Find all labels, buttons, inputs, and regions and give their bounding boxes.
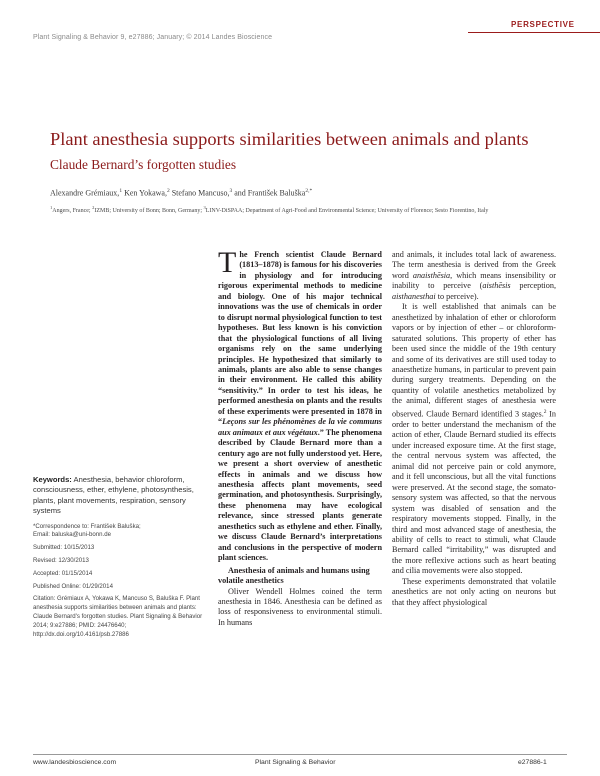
author-affiliation-mark: 1 xyxy=(119,188,123,194)
paragraph-text: to perceive). xyxy=(435,291,479,301)
accepted-date: Accepted: 01/15/2014 xyxy=(33,569,93,577)
abstract xyxy=(218,246,382,564)
affiliation-text: IZMB; University of Bonn; Bonn, Germany; xyxy=(94,208,204,214)
body-column-2 xyxy=(392,250,556,608)
abstract-text: .” The phenomena described by Claude Bernard more than a century ago are not fully understood yet. Here, we present a short overview of anesthetic effects in animals and we discuss how anesthesia affects plant movements, seed germination, and photosynthesis. Surprisingly, these phenomena may have ecological relevance, since stressed plants generate anesthetics such as ethylene and ether. Finally, we discuss Claude Bernard’s interpretations and conclusions in the perspective of modern plant sciences. xyxy=(218,427,382,563)
keywords xyxy=(33,475,211,517)
author-name: Ken Yokawa, xyxy=(122,188,167,198)
author-affiliation-mark: 2,* xyxy=(305,188,313,194)
section-label: PERSPECTIVE xyxy=(511,20,575,29)
affiliation-text: LINV-DiSPAA; Department of Agri-Food and Environmental Science; University of Florence; Sesto Fiorentino, Italy xyxy=(205,208,489,214)
author-name: Alexandre Grémiaux, xyxy=(50,188,120,198)
submitted-date: Submitted: 10/15/2013 xyxy=(33,544,95,552)
article-subtitle: Claude Bernard’s forgotten studies xyxy=(50,157,237,172)
body-paragraph: Oliver Wendell Holmes coined the term anesthesia in 1846. Anesthesia can be defined as loss of responsiveness to environmental stimuli. In humans xyxy=(218,586,382,627)
revised-date: Revised: 12/30/2013 xyxy=(33,557,89,565)
paragraph-text: and animals, it includes total lack of awareness. The term anesthesia is derived from the Greek word xyxy=(392,250,556,280)
keywords-text: Anesthesia, behavior chloroform, consciousness, ether, ethylene, photosynthesis, plants, plant movements, respiration, sensory systems xyxy=(33,475,194,516)
book-title: Leçons sur les phénomènes de la vie communs aux animaux et aux végétaux xyxy=(218,417,382,437)
section-rule xyxy=(468,32,600,33)
paragraph-text: perception, xyxy=(510,281,556,291)
greek-term: aisthēsis xyxy=(482,281,511,291)
body-column-1 xyxy=(218,246,382,628)
reference-mark: 2 xyxy=(543,408,547,415)
affiliation-number: 2 xyxy=(92,205,95,210)
greek-term: anaisthēsia xyxy=(412,270,451,280)
author-affiliation-mark: 3 xyxy=(229,188,233,194)
email-line: Email: baluska@uni-bonn.de xyxy=(33,531,112,539)
author-name: Stefano Mancuso, xyxy=(169,188,230,198)
author-affiliation-mark: 2 xyxy=(166,188,170,194)
affiliation-number: 3 xyxy=(203,205,206,210)
author-list xyxy=(50,186,590,199)
footer-website: www.landesbioscience.com xyxy=(33,759,117,766)
section-heading: Anesthesia of animals and humans using volatile anesthetics xyxy=(218,565,370,586)
author-name: and František Baluška xyxy=(232,188,306,198)
correspondence-line: *Correspondence to: František Baluška; xyxy=(33,522,141,530)
affiliation-text: Angers, France; xyxy=(52,208,93,214)
affiliation-list xyxy=(50,203,560,217)
body-paragraph: These experiments demonstrated that volatile anesthetics are not only acting on neurons but that they affect physiological xyxy=(392,576,556,607)
body-paragraph xyxy=(392,302,556,577)
body-paragraph xyxy=(392,250,556,302)
greek-term: aisthanesthai xyxy=(392,291,436,301)
drop-cap: T xyxy=(218,246,237,279)
footer-page-number: e27886-1 xyxy=(518,759,547,766)
footer-rule xyxy=(33,754,567,755)
published-date: Published Online: 01/29/2014 xyxy=(33,582,113,590)
journal-citation-line: Plant Signaling & Behavior 9, e27886; January; © 2014 Landes Bioscience xyxy=(33,34,273,41)
article-info-sidebar xyxy=(33,475,211,639)
article-title: Plant anesthesia supports similarities between animals and plants xyxy=(50,129,529,149)
affiliation-number: 1 xyxy=(50,205,53,210)
paragraph-text: , which means insensibility or inability to perceive ( xyxy=(392,270,557,291)
keywords-label: Keywords: xyxy=(33,475,72,484)
paragraph-text: In order to better understand the mechanism of the action of ether, Claude Bernard studied its effects under increased exposure time. At the first stage, the central nervous system was affected, the animal did not perceive pain or cold anymore, and it fell unconscious, but all the vital functions were preserved. At the second stage, the somato-sensory system was affected, so that the nervous system was disabled of sensation and the respiratory movements stopped. Finally, in the third and most advanced stage of anesthesia, the ability of cells to react to stimuli, what Claude Bernard called “irritability,” was disrupted and the more reflexive actions such as heart beating and cilia movements were also stopped. xyxy=(392,409,556,576)
footer-journal-name: Plant Signaling & Behavior xyxy=(255,759,336,766)
citation-text: Citation: Grémiaux A, Yokawa K, Mancuso S, Baluška F. Plant anesthesia supports similarities between animals and plants: Claude Bernard's forgotten studies. Plant Signaling & Behavior 2014; 9:e27886; PMID: 24476640; http://dx.doi.org/10.4161/psb.27886 xyxy=(33,595,203,638)
abstract-text: he French scientist Claude Bernard (1813–1878) is famous for his discoveries in physiology and for introducing rigorous experimental methods to medicine and biology. One of his major technical innovations was the use of chemicals in order to disrupt normal physiological function to test hypotheses. But less known is his conviction that the physiological functions of all living organisms rely on the same underlying principles. He hypothesized that similarly to animals, plants are also able to sense changes in their environment. He called this ability “sensitivity.” In order to test his ideas, he performed anesthesia on plants and the results of these experiments were presented in 1878 in “ xyxy=(218,250,382,427)
paragraph-text: It is well established that animals can be anesthetized by inhalation of ether or chloroform vapors or by injection of ether – or chloroform-saturated solutions. This property of ether has been used since the middle of the 19th century and some of its derivatives are still used today to anaesthetize humans, in particular to prevent pain during surgery treatments. Depending on the quantity of volatile anesthetics metabolized by the animal, different stages of anesthesia were observed. Claude Bernard identified 3 stages. xyxy=(392,302,556,419)
